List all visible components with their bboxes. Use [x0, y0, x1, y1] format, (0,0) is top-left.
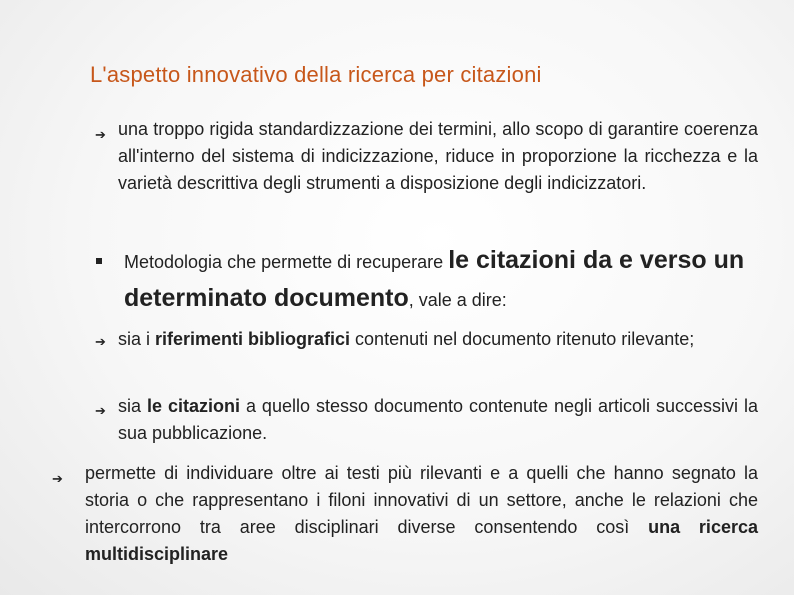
- bullet-item-5: [85, 460, 758, 568]
- bullet-2-text-a: Metodologia che permette di recuperare: [124, 252, 449, 272]
- bullet-item-1: una troppo rigida standardizzazione dei termini, allo scopo di garantire coerenza all'interno del sistema di indicizzazione, riduce in proporzione la ricchezza e la varietà descrittiva degli strumenti a disposizione degli indicizzatori.: [118, 119, 758, 193]
- slide-title: L'aspetto innovativo della ricerca per citazioni: [90, 62, 542, 87]
- bullet-4-text-bold: le citazioni: [146, 396, 240, 416]
- bullet-2-text-c: , vale a dire:: [408, 290, 507, 310]
- bullet-item-2: [124, 242, 764, 318]
- bullet-4-text-a: sia: [118, 396, 147, 416]
- arrow-right-icon: ➔: [95, 127, 106, 142]
- bullet-item-3: [118, 326, 758, 353]
- arrow-right-icon: ➔: [95, 334, 106, 349]
- bullet-5-text-a: permette di individuare oltre ai testi più rilevanti e a quelli che hanno segnato la storia o che rappresentano i filoni innovativi di un settore, anche le relazioni che intercorrono tra aree disciplinari diverse consentendo così: [85, 463, 758, 537]
- square-bullet-icon: [96, 258, 102, 264]
- bullet-3-text-a: sia i: [118, 329, 156, 349]
- bullet-5-text-bold: una ricerca multidisciplinare: [85, 517, 758, 564]
- arrow-right-icon: ➔: [52, 471, 63, 486]
- bullet-3-text-bold: riferimenti bibliografici: [155, 329, 351, 349]
- bullet-2-bold-span: le citazioni da e verso un determinato documento: [124, 246, 745, 312]
- bullet-3-text-c: contenuti nel documento ritenuto rilevante;: [350, 329, 695, 349]
- arrow-right-icon: ➔: [95, 403, 106, 418]
- bullet-item-4: [118, 393, 758, 447]
- bullet-4-text-c: a quello stesso documento contenute negli articoli successivi la sua pubblicazione.: [118, 396, 758, 443]
